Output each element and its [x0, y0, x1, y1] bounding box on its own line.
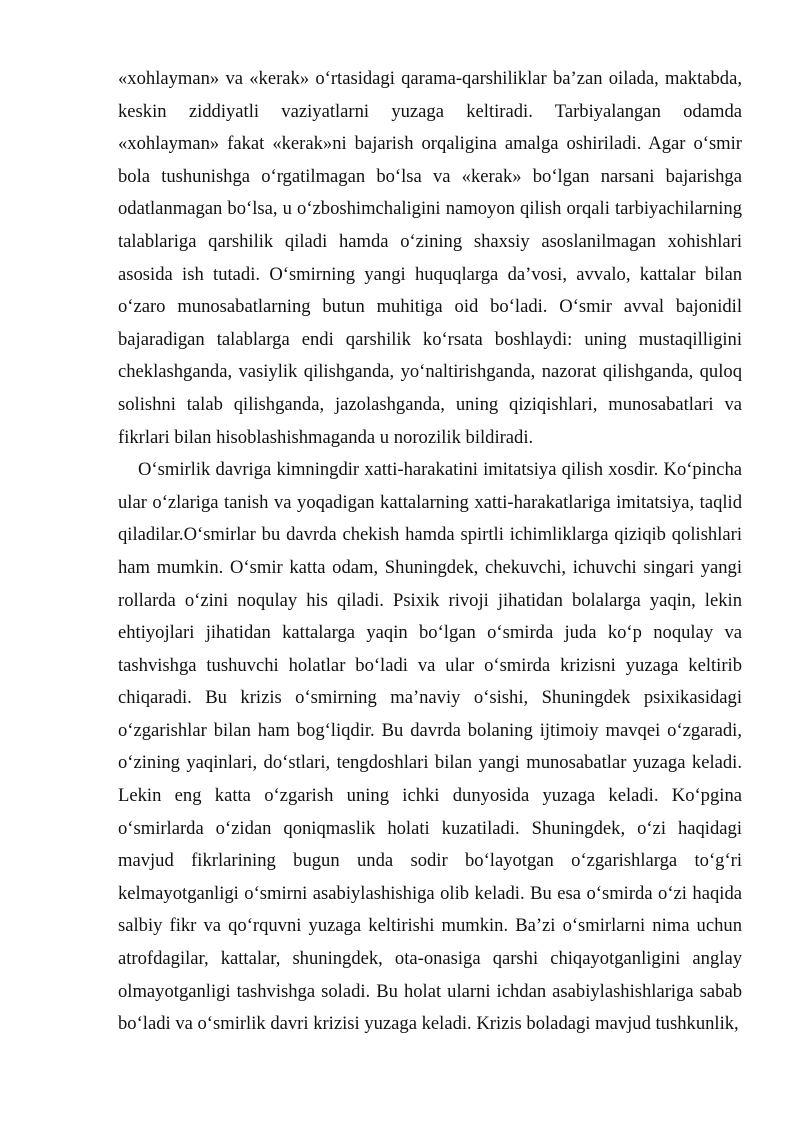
paragraph-imitation: O‘smirlik davriga kimningdir xatti-harakatini imitatsiya qilish xosdir. Ko‘pincha ular o‘zlariga tanish va yoqadigan kattalarning xatti-harakatlariga imitatsiya, taqlid qiladilar.O‘smirlar bu davrda chekish hamda spirtli ichimliklarga qiziqib qolishlari ham mumkin. O‘smir katta odam, Shuningdek, chekuvchi, ichuvchi singari yangi rollarda o‘zini noqulay his qiladi. Psixik rivoji jihatidan bolalarga yaqin, lekin ehtiyojlari jihatidan kattalarga yaqin bo‘lgan o‘smirda juda ko‘p noqulay va tashvishga tushuvchi holatlar bo‘ladi va ular o‘smirda krizisni yuzaga keltirib chiqaradi. Bu krizis o‘smirning ma’naviy o‘sishi, Shuningdek psixikasidagi o‘zgarishlar bilan ham bog‘liqdir. Bu davrda bolaning ijtimoiy mavqei o‘zgaradi, o‘zining yaqinlari, do‘stlari, tengdoshlari bilan yangi munosabatlar yuzaga keladi. Lekin eng katta o‘zgarish uning ichki dunyosida yuzaga keladi. Ko‘pgina o‘smirlarda o‘zidan qoniqmaslik holati kuzatiladi. Shuningdek, o‘zi haqidagi mavjud fikrlarining bugun unda sodir bo‘layotgan o‘zgarishlarga to‘g‘ri kelmayotganligi o‘smirni asabiylashishiga olib keladi. Bu esa o‘smirda o‘zi haqida salbiy fikr va qo‘rquvni yuzaga keltirishi mumkin. Ba’zi o‘smirlarni nima uchun atrofdagilar, kattalar, shuningdek, ota-onasiga qarshi chiqayotganligini anglay olmayotganligi tashvishga soladi. Bu holat ularni ichdan asabiylashishlariga sabab bo‘ladi va o‘smirlik davri krizisi yuzaga keladi. Krizis boladagi mavjud tushkunlik, [118, 459, 742, 1035]
document-page [118, 63, 742, 1041]
paragraph-continued: «xohlayman» va «kerak» o‘rtasidagi qarama-qarshiliklar ba’zan oilada, maktabda, keskin ziddiyatli vaziyatlarni yuzaga keltiradi. Tarbiyalangan odamda «xohlayman» fakat «kerak»ni bajarish orqaligina amalga oshiriladi. Agar o‘smir bola tushunishga o‘rgatilmagan bo‘lsa va «kerak» bo‘lgan narsani bajarishga odatlanmagan bo‘lsa, u o‘zboshimchaligini namoyon qilish orqali tarbiyachilarning talablariga qarshilik qiladi hamda o‘zining shaxsiy asoslanilmagan xohishlari asosida ish tutadi. O‘smirning yangi huquqlarga da’vosi, avvalo, kattalar bilan o‘zaro munosabatlarning butun muhitiga oid bo‘ladi. O‘smir avval bajonidil bajaradigan talablarga endi qarshilik ko‘rsata boshlaydi: uning mustaqilligini cheklashganda, vasiylik qilishganda, yo‘naltirishganda, nazorat qilishganda, quloq solishni talab qilishganda, jazolashganda, uning qiziqishlari, munosabatlari va fikrlari bilan hisoblashishmaganda u norozilik bildiradi. [118, 68, 742, 448]
